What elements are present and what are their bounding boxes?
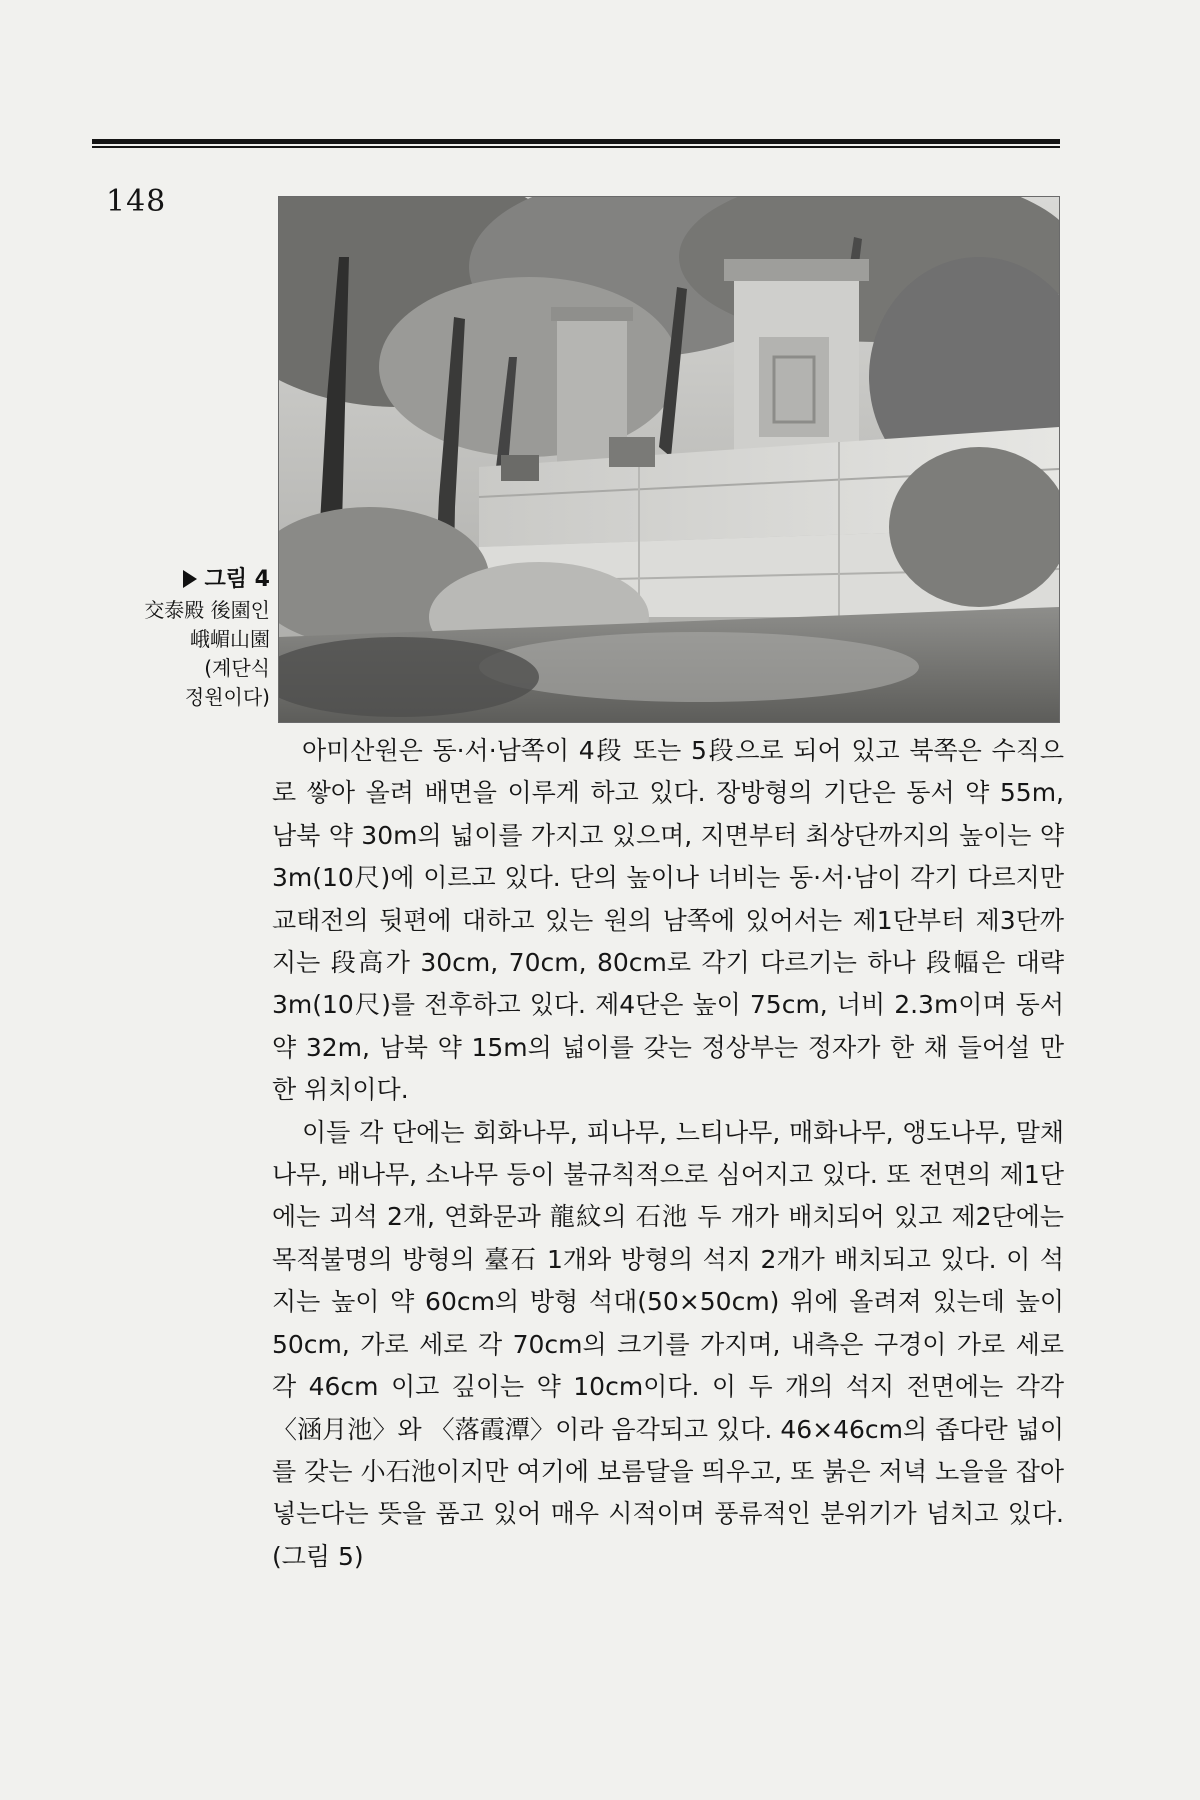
body-text <box>272 730 1064 1578</box>
garden-photo <box>278 196 1060 723</box>
paragraph: 이들 각 단에는 회화나무, 피나무, 느티나무, 매화나무, 앵도나무, 말채나무, 배나무, 소나무 등이 불규칙적으로 심어지고 있다. 또 전면의 제1단에는 괴석 2개, 연화문과 龍紋의 石池 두 개가 배치되어 있고 제2단에는 목적불명의 방형의 臺石 1개와 방형의 석지 2개가 배치되고 있다. 이 석지는 높이 약 60cm의 방형 석대(50×50cm) 위에 올려져 있는데 높이 50cm, 가로 세로 각 70cm의 크기를 가지며, 내측은 구경이 가로 세로 각 46cm 이고 깊이는 약 10cm이다. 이 두 개의 석지 전면에는 각각 〈涵月池〉와 〈落霞潭〉이라 음각되고 있다. 46×46cm의 좁다란 넓이를 갖는 小石池이지만 여기에 보름달을 띄우고, 또 붉은 저녁 노을을 잡아 넣는다는 뜻을 품고 있어 매우 시적이며 풍류적인 분위기가 넘치고 있다. (그림 5) <box>272 1117 1064 1571</box>
paragraph: 아미산원은 동·서·남쪽이 4段 또는 5段으로 되어 있고 북쪽은 수직으로 쌓아 올려 배면을 이루게 하고 있다. 장방형의 기단은 동서 약 55m, 남북 약 30m의 넓이를 가지고 있으며, 지면부터 최상단까지의 높이는 약 3m(10尺)에 이르고 있다. 단의 높이나 너비는 동·서·남이 각기 다르지만 교태전의 뒷편에 대하고 있는 원의 남쪽에 있어서는 제1단부터 제3단까지는 段高가 30cm, 70cm, 80cm로 각기 다르기는 하나 段幅은 대략 3m(10尺)를 전후하고 있다. 제4단은 높이 75cm, 너비 2.3m이며 동서 약 32m, 남북 약 15m의 넓이를 갖는 정상부는 정자가 한 채 들어설 만한 위치이다. <box>272 736 1064 1105</box>
caption-line: 정원이다) <box>184 685 270 709</box>
caption-line: 交泰殿 後園인 <box>144 598 270 622</box>
caption-line: 峨嵋山園 <box>190 627 270 651</box>
caption-line: (계단식 <box>204 656 270 680</box>
header-rule-thin <box>92 146 1060 148</box>
page-number: 148 <box>106 184 167 219</box>
figure-number: 그림 4 <box>204 567 270 592</box>
figure-caption <box>80 565 270 712</box>
triangle-marker-icon <box>183 570 197 588</box>
figure-label <box>80 565 270 594</box>
header-rule-thick <box>92 139 1060 144</box>
